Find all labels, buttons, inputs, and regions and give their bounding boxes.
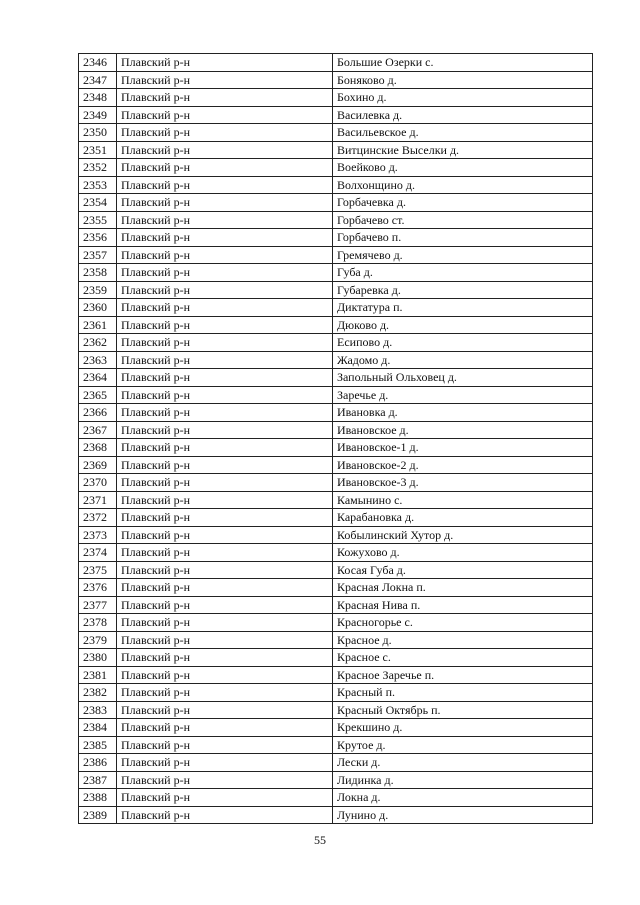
row-number-cell: 2382 bbox=[79, 684, 117, 702]
table-row bbox=[79, 509, 593, 527]
table-row bbox=[79, 561, 593, 579]
district-cell: Плавский р-н bbox=[117, 771, 333, 789]
settlement-cell: Локна д. bbox=[333, 789, 593, 807]
table-row bbox=[79, 526, 593, 544]
table-row bbox=[79, 456, 593, 474]
settlement-cell: Кожухово д. bbox=[333, 544, 593, 562]
table-row bbox=[79, 596, 593, 614]
settlement-cell: Лидинка д. bbox=[333, 771, 593, 789]
settlement-cell: Ивановское д. bbox=[333, 421, 593, 439]
table-row bbox=[79, 421, 593, 439]
settlement-cell: Василевка д. bbox=[333, 106, 593, 124]
row-number-cell: 2367 bbox=[79, 421, 117, 439]
district-cell: Плавский р-н bbox=[117, 71, 333, 89]
district-cell: Плавский р-н bbox=[117, 299, 333, 317]
table-row bbox=[79, 71, 593, 89]
settlement-cell: Ивановское-2 д. bbox=[333, 456, 593, 474]
settlement-cell: Косая Губа д. bbox=[333, 561, 593, 579]
settlement-cell: Красный п. bbox=[333, 684, 593, 702]
table-row bbox=[79, 684, 593, 702]
table-row bbox=[79, 299, 593, 317]
settlement-cell: Карабановка д. bbox=[333, 509, 593, 527]
district-cell: Плавский р-н bbox=[117, 264, 333, 282]
settlement-cell: Лунино д. bbox=[333, 806, 593, 824]
row-number-cell: 2346 bbox=[79, 54, 117, 72]
settlement-cell: Красногорье с. bbox=[333, 614, 593, 632]
settlement-cell: Заречье д. bbox=[333, 386, 593, 404]
table-row bbox=[79, 701, 593, 719]
table-row bbox=[79, 631, 593, 649]
row-number-cell: 2354 bbox=[79, 194, 117, 212]
district-cell: Плавский р-н bbox=[117, 54, 333, 72]
settlements-table bbox=[78, 53, 593, 824]
table-row bbox=[79, 754, 593, 772]
row-number-cell: 2388 bbox=[79, 789, 117, 807]
row-number-cell: 2358 bbox=[79, 264, 117, 282]
row-number-cell: 2357 bbox=[79, 246, 117, 264]
settlement-cell: Воейково д. bbox=[333, 159, 593, 177]
district-cell: Плавский р-н bbox=[117, 754, 333, 772]
district-cell: Плавский р-н bbox=[117, 421, 333, 439]
table-row bbox=[79, 316, 593, 334]
row-number-cell: 2371 bbox=[79, 491, 117, 509]
row-number-cell: 2362 bbox=[79, 334, 117, 352]
district-cell: Плавский р-н bbox=[117, 439, 333, 457]
district-cell: Плавский р-н bbox=[117, 281, 333, 299]
row-number-cell: 2380 bbox=[79, 649, 117, 667]
table-row bbox=[79, 194, 593, 212]
settlement-cell: Губа д. bbox=[333, 264, 593, 282]
table-row bbox=[79, 141, 593, 159]
row-number-cell: 2368 bbox=[79, 439, 117, 457]
district-cell: Плавский р-н bbox=[117, 386, 333, 404]
row-number-cell: 2355 bbox=[79, 211, 117, 229]
district-cell: Плавский р-н bbox=[117, 509, 333, 527]
district-cell: Плавский р-н bbox=[117, 614, 333, 632]
settlement-cell: Красное с. bbox=[333, 649, 593, 667]
district-cell: Плавский р-н bbox=[117, 316, 333, 334]
district-cell: Плавский р-н bbox=[117, 526, 333, 544]
district-cell: Плавский р-н bbox=[117, 229, 333, 247]
settlement-cell: Камынино с. bbox=[333, 491, 593, 509]
row-number-cell: 2349 bbox=[79, 106, 117, 124]
table-row bbox=[79, 579, 593, 597]
table-row bbox=[79, 806, 593, 824]
settlement-cell: Бохино д. bbox=[333, 89, 593, 107]
row-number-cell: 2373 bbox=[79, 526, 117, 544]
row-number-cell: 2378 bbox=[79, 614, 117, 632]
row-number-cell: 2381 bbox=[79, 666, 117, 684]
row-number-cell: 2369 bbox=[79, 456, 117, 474]
district-cell: Плавский р-н bbox=[117, 211, 333, 229]
table-row bbox=[79, 771, 593, 789]
settlement-cell: Кобылинский Хутор д. bbox=[333, 526, 593, 544]
row-number-cell: 2351 bbox=[79, 141, 117, 159]
table-row bbox=[79, 229, 593, 247]
district-cell: Плавский р-н bbox=[117, 176, 333, 194]
district-cell: Плавский р-н bbox=[117, 491, 333, 509]
row-number-cell: 2372 bbox=[79, 509, 117, 527]
settlement-cell: Красное Заречье п. bbox=[333, 666, 593, 684]
district-cell: Плавский р-н bbox=[117, 474, 333, 492]
row-number-cell: 2385 bbox=[79, 736, 117, 754]
row-number-cell: 2374 bbox=[79, 544, 117, 562]
district-cell: Плавский р-н bbox=[117, 194, 333, 212]
settlement-cell: Есипово д. bbox=[333, 334, 593, 352]
district-cell: Плавский р-н bbox=[117, 369, 333, 387]
district-cell: Плавский р-н bbox=[117, 544, 333, 562]
table-row bbox=[79, 544, 593, 562]
row-number-cell: 2360 bbox=[79, 299, 117, 317]
settlement-cell: Большие Озерки с. bbox=[333, 54, 593, 72]
settlement-cell: Витцинские Выселки д. bbox=[333, 141, 593, 159]
settlement-cell: Ивановское-3 д. bbox=[333, 474, 593, 492]
settlement-cell: Красная Локна п. bbox=[333, 579, 593, 597]
row-number-cell: 2384 bbox=[79, 719, 117, 737]
table-row bbox=[79, 281, 593, 299]
row-number-cell: 2353 bbox=[79, 176, 117, 194]
row-number-cell: 2370 bbox=[79, 474, 117, 492]
settlement-cell: Жадомо д. bbox=[333, 351, 593, 369]
row-number-cell: 2379 bbox=[79, 631, 117, 649]
district-cell: Плавский р-н bbox=[117, 404, 333, 422]
district-cell: Плавский р-н bbox=[117, 334, 333, 352]
settlement-cell: Васильевское д. bbox=[333, 124, 593, 142]
table-row bbox=[79, 719, 593, 737]
row-number-cell: 2364 bbox=[79, 369, 117, 387]
row-number-cell: 2387 bbox=[79, 771, 117, 789]
district-cell: Плавский р-н bbox=[117, 701, 333, 719]
district-cell: Плавский р-н bbox=[117, 579, 333, 597]
settlement-cell: Лески д. bbox=[333, 754, 593, 772]
table-row bbox=[79, 614, 593, 632]
row-number-cell: 2363 bbox=[79, 351, 117, 369]
settlement-cell: Горбачево ст. bbox=[333, 211, 593, 229]
settlement-cell: Запольный Ольховец д. bbox=[333, 369, 593, 387]
table-row bbox=[79, 439, 593, 457]
settlement-cell: Диктатура п. bbox=[333, 299, 593, 317]
district-cell: Плавский р-н bbox=[117, 456, 333, 474]
settlement-cell: Горбачево п. bbox=[333, 229, 593, 247]
district-cell: Плавский р-н bbox=[117, 141, 333, 159]
district-cell: Плавский р-н bbox=[117, 596, 333, 614]
district-cell: Плавский р-н bbox=[117, 631, 333, 649]
row-number-cell: 2365 bbox=[79, 386, 117, 404]
settlement-cell: Боняково д. bbox=[333, 71, 593, 89]
table-row bbox=[79, 211, 593, 229]
district-cell: Плавский р-н bbox=[117, 246, 333, 264]
district-cell: Плавский р-н bbox=[117, 719, 333, 737]
district-cell: Плавский р-н bbox=[117, 736, 333, 754]
district-cell: Плавский р-н bbox=[117, 649, 333, 667]
district-cell: Плавский р-н bbox=[117, 789, 333, 807]
row-number-cell: 2383 bbox=[79, 701, 117, 719]
table-row bbox=[79, 176, 593, 194]
table-row bbox=[79, 666, 593, 684]
row-number-cell: 2366 bbox=[79, 404, 117, 422]
settlement-cell: Красное д. bbox=[333, 631, 593, 649]
settlement-cell: Дюково д. bbox=[333, 316, 593, 334]
settlement-cell: Красная Нива п. bbox=[333, 596, 593, 614]
district-cell: Плавский р-н bbox=[117, 106, 333, 124]
district-cell: Плавский р-н bbox=[117, 561, 333, 579]
settlement-cell: Гремячево д. bbox=[333, 246, 593, 264]
row-number-cell: 2347 bbox=[79, 71, 117, 89]
table-row bbox=[79, 404, 593, 422]
table-row bbox=[79, 649, 593, 667]
page-number: 55 bbox=[314, 833, 326, 847]
settlement-cell: Горбачевка д. bbox=[333, 194, 593, 212]
district-cell: Плавский р-н bbox=[117, 351, 333, 369]
table-row bbox=[79, 89, 593, 107]
settlement-cell: Крекшино д. bbox=[333, 719, 593, 737]
row-number-cell: 2350 bbox=[79, 124, 117, 142]
table-row bbox=[79, 159, 593, 177]
district-cell: Плавский р-н bbox=[117, 124, 333, 142]
table-row bbox=[79, 474, 593, 492]
district-cell: Плавский р-н bbox=[117, 806, 333, 824]
table-row bbox=[79, 351, 593, 369]
table-row bbox=[79, 789, 593, 807]
table-row bbox=[79, 54, 593, 72]
district-cell: Плавский р-н bbox=[117, 89, 333, 107]
table-row bbox=[79, 369, 593, 387]
settlement-cell: Ивановка д. bbox=[333, 404, 593, 422]
district-cell: Плавский р-н bbox=[117, 159, 333, 177]
table-body bbox=[79, 54, 593, 824]
row-number-cell: 2352 bbox=[79, 159, 117, 177]
district-cell: Плавский р-н bbox=[117, 684, 333, 702]
settlement-cell: Волхонщино д. bbox=[333, 176, 593, 194]
table-row bbox=[79, 106, 593, 124]
table-row bbox=[79, 334, 593, 352]
row-number-cell: 2359 bbox=[79, 281, 117, 299]
row-number-cell: 2356 bbox=[79, 229, 117, 247]
table-row bbox=[79, 124, 593, 142]
row-number-cell: 2375 bbox=[79, 561, 117, 579]
settlement-cell: Крутое д. bbox=[333, 736, 593, 754]
settlement-cell: Красный Октябрь п. bbox=[333, 701, 593, 719]
row-number-cell: 2389 bbox=[79, 806, 117, 824]
row-number-cell: 2386 bbox=[79, 754, 117, 772]
table-row bbox=[79, 386, 593, 404]
row-number-cell: 2377 bbox=[79, 596, 117, 614]
table-row bbox=[79, 491, 593, 509]
district-cell: Плавский р-н bbox=[117, 666, 333, 684]
settlement-cell: Губаревка д. bbox=[333, 281, 593, 299]
table-row bbox=[79, 736, 593, 754]
row-number-cell: 2361 bbox=[79, 316, 117, 334]
row-number-cell: 2376 bbox=[79, 579, 117, 597]
table-row bbox=[79, 246, 593, 264]
row-number-cell: 2348 bbox=[79, 89, 117, 107]
table-row bbox=[79, 264, 593, 282]
settlement-cell: Ивановское-1 д. bbox=[333, 439, 593, 457]
